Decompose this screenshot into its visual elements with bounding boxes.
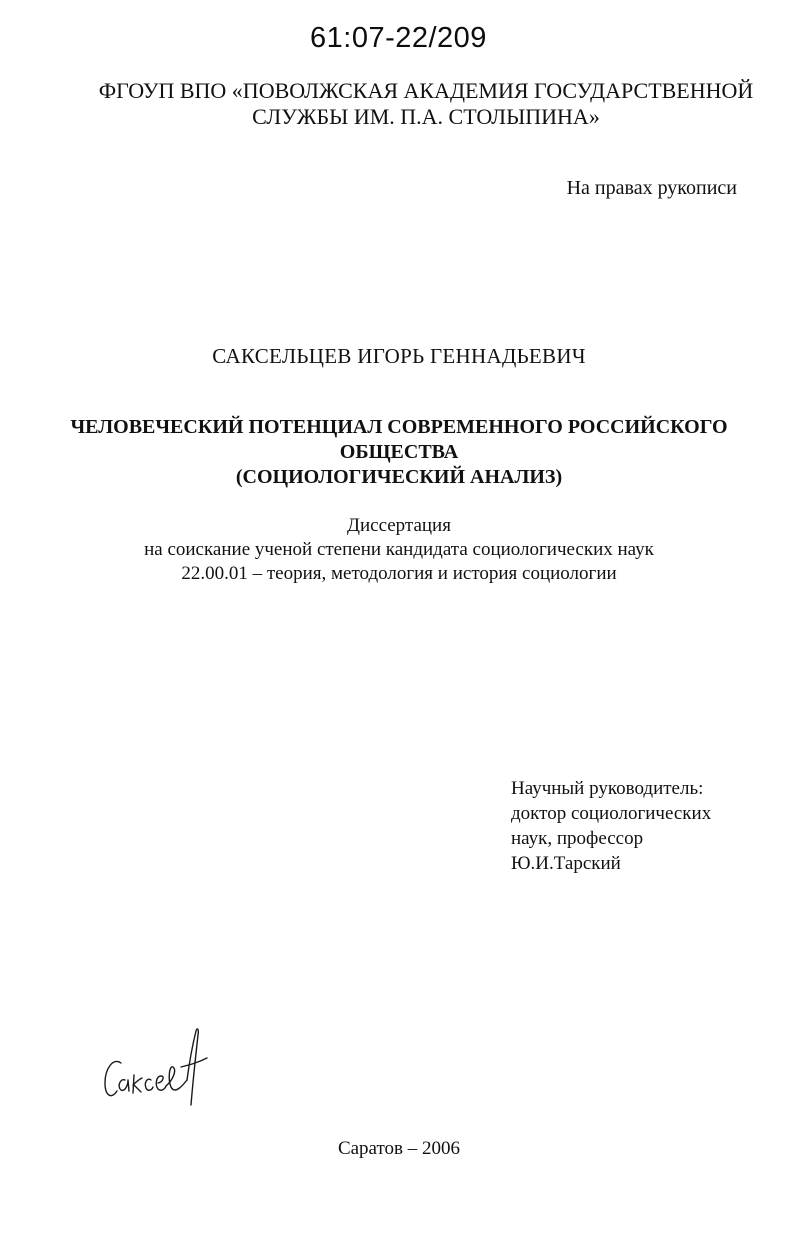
degree-line: на соискание ученой степени кандидата социологических наук [144, 539, 654, 560]
catalog-number: 61:07-22/209 [310, 22, 487, 54]
advisor-block [511, 776, 711, 876]
title-line-1: ЧЕЛОВЕЧЕСКИЙ ПОТЕНЦИАЛ СОВРЕМЕННОГО РОССИЙСКОГО [70, 416, 728, 438]
advisor-role: Научный руководитель: [511, 778, 704, 799]
institution-name [0, 78, 798, 130]
dissertation-title [0, 415, 798, 490]
dissertation-type: Диссертация [347, 515, 451, 536]
specialty-line: 22.00.01 – теория, методология и история социологии [181, 563, 617, 584]
dissertation-info [0, 514, 798, 586]
handwritten-signature [103, 1025, 213, 1120]
advisor-name: Ю.И.Тарский [511, 853, 621, 874]
city-year: Саратов – 2006 [337, 1138, 461, 1159]
signature-drawing [103, 1025, 213, 1115]
manuscript-rights: На правах рукописи [566, 177, 737, 199]
institution-line-2: СЛУЖБЫ ИМ. П.А. СТОЛЫПИНА» [252, 104, 600, 129]
advisor-title-1: доктор социологических [511, 803, 712, 824]
title-line-3: (СОЦИОЛОГИЧЕСКИЙ АНАЛИЗ) [235, 466, 563, 488]
advisor-title-2: наук, профессор [511, 828, 644, 849]
author-name: САКСЕЛЬЦЕВ ИГОРЬ ГЕННАДЬЕВИЧ [212, 344, 586, 368]
institution-line-1: ФГОУП ВПО «ПОВОЛЖСКАЯ АКАДЕМИЯ ГОСУДАРСТВЕННОЙ [98, 78, 754, 103]
title-line-2: ОБЩЕСТВА [339, 441, 459, 463]
